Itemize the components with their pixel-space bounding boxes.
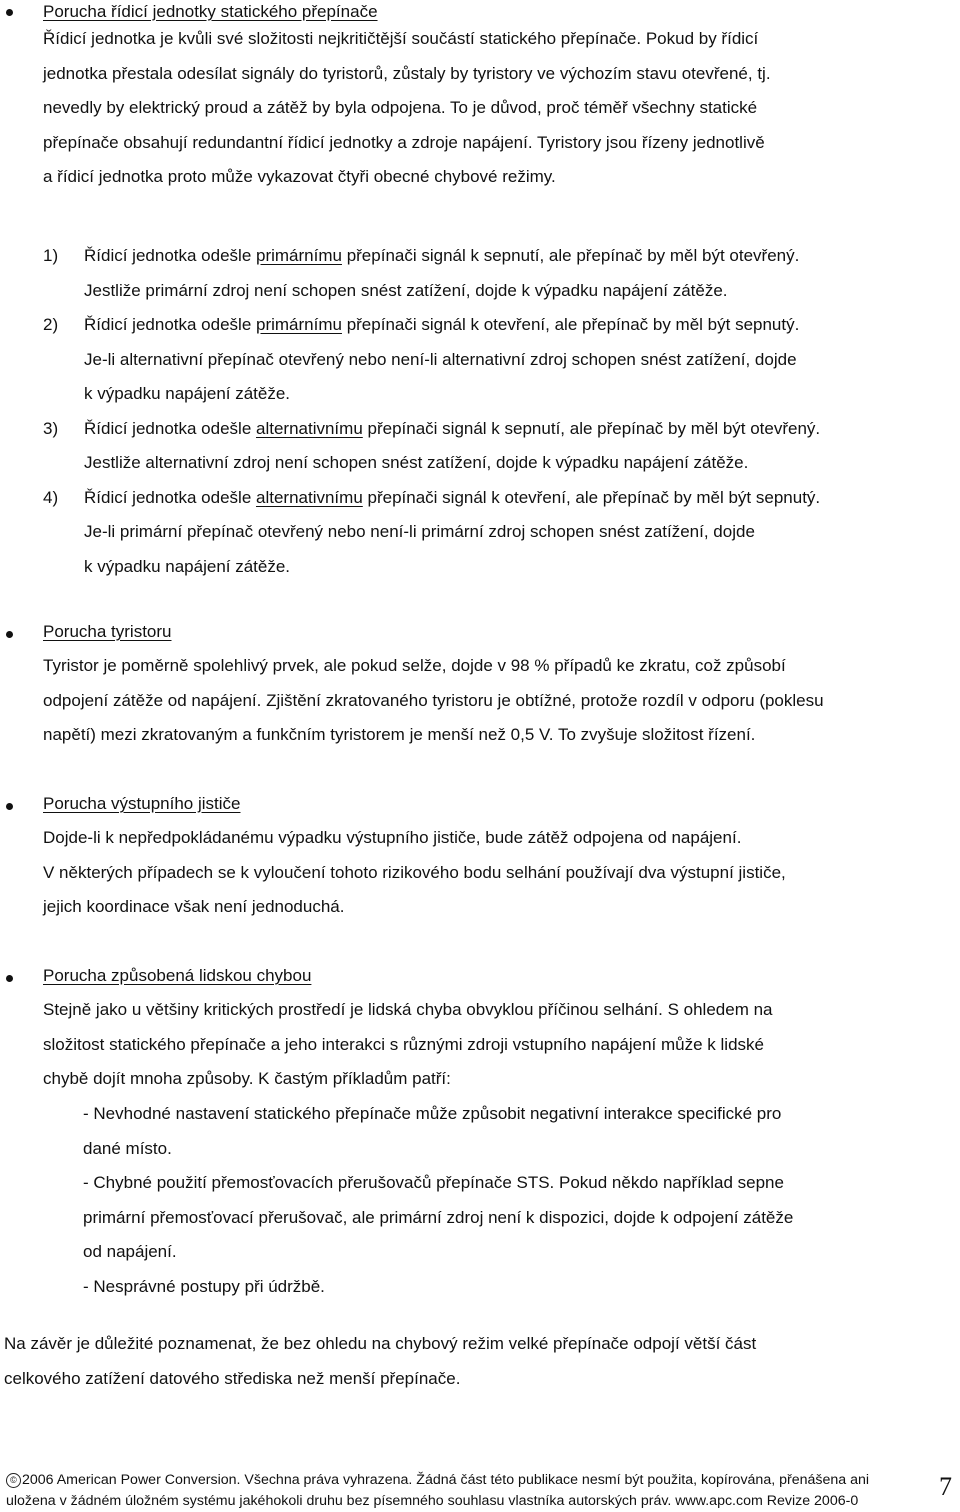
example-list <box>83 1097 943 1304</box>
paragraph-line: nevedly by elektrický proud a zátěž by byla odpojena. To je důvod, proč téměř všechny statické <box>43 98 758 117</box>
footer-line: uložena v žádném úložném systému jakéhokoli druhu bez písemného souhlasu vlastníka autorských práv. www.apc.com Revize 2006-0 <box>6 1493 859 1509</box>
section-heading: Porucha způsobená lidskou chybou <box>43 966 312 985</box>
example-line: od napájení. <box>83 1242 177 1261</box>
item-line <box>84 239 953 274</box>
copyright-icon: © <box>6 1473 21 1488</box>
item-line: Je-li primární přepínač otevřený nebo není-li primární zdroj schopen snést zatížení, dojde <box>84 522 755 541</box>
copyright-notice <box>6 1470 896 1512</box>
item-number: 4) <box>43 487 59 507</box>
failure-mode-item <box>43 481 953 585</box>
paragraph-line: a řídicí jednotka proto může vykazovat čtyři obecné chybové režimy. <box>43 167 556 186</box>
section-paragraph <box>43 993 773 1097</box>
item-line: Jestliže alternativní zdroj není schopen snést zatížení, dojde k výpadku napájení zátěže. <box>84 453 749 472</box>
underlined-term: primárnímu <box>256 315 342 334</box>
item-line: Jestliže primární zdroj není schopen snést zatížení, dojde k výpadku napájení zátěže. <box>84 280 728 300</box>
page-footer <box>6 1470 956 1512</box>
item-text: Řídicí jednotka odešle <box>84 315 256 334</box>
section-paragraph <box>43 649 824 753</box>
paragraph-line: přepínače obsahují redundantní řídicí jednotky a zdroje napájení. Tyristory jsou řízeny jednotlivě <box>43 132 765 152</box>
paragraph-line: jejich koordinace však není jednoduchá. <box>43 897 345 916</box>
item-text: Řídicí jednotka odešle <box>84 487 256 507</box>
item-text: přepínači signál k sepnutí, ale přepínač by měl být otevřený. <box>341 246 800 265</box>
example-line: - Chybné použití přemosťovacích přerušovačů přepínače STS. Pokud někdo například sepne <box>83 1173 784 1192</box>
underlined-term: alternativnímu <box>256 487 363 507</box>
paragraph-line: Na závěr je důležité poznamenat, že bez ohledu na chybový režim velké přepínače odpojí větší část <box>4 1334 757 1353</box>
example-line: dané místo. <box>83 1138 172 1158</box>
section-heading: Porucha výstupního jističe <box>43 794 241 813</box>
failure-mode-item <box>43 308 953 412</box>
example-line: primární přemosťovací přerušovač, ale primární zdroj není k dispozici, dojde k odpojení zátěže <box>83 1207 794 1227</box>
item-text: Řídicí jednotka odešle <box>84 246 256 265</box>
item-line: Je-li alternativní přepínač otevřený nebo není-li alternativní zdroj schopen snést zatížení, dojde <box>84 349 797 369</box>
example-line: - Nevhodné nastavení statického přepínače může způsobit negativní interakce specifické pro <box>83 1104 782 1123</box>
paragraph-line: V některých případech se k vyloučení tohoto rizikového bodu selhání používají dva výstupní jističe, <box>43 862 786 882</box>
item-line <box>84 412 953 447</box>
bullet-icon <box>6 975 13 982</box>
failure-mode-list <box>43 239 953 584</box>
paragraph-line: Dojde-li k nepředpokládanému výpadku výstupního jističe, bude zátěž odpojena od napájení. <box>43 828 742 847</box>
item-line: k výpadku napájení zátěže. <box>84 556 291 576</box>
underlined-term: primárnímu <box>256 246 342 265</box>
footer-line <box>6 1470 896 1491</box>
section-heading: Porucha tyristoru <box>43 622 172 641</box>
section-paragraph <box>43 821 786 925</box>
item-number: 2) <box>43 315 59 334</box>
conclusion-paragraph <box>4 1327 756 1396</box>
footer-text: 2006 American Power Conversion. Všechna práva vyhrazena. Žádná část této publikace nesmí být použita, kopírována, přenášena ani <box>22 1472 870 1488</box>
paragraph-line: složitost statického přepínače a jeho interakci s různými zdroji vstupního napájení může k lidské <box>43 1034 764 1054</box>
item-number: 3) <box>43 418 59 438</box>
item-text: přepínači signál k sepnutí, ale přepínač by měl být otevřený. <box>362 418 821 438</box>
section-paragraph <box>43 22 771 195</box>
paragraph-line: napětí) mezi zkratovaným a funkčním tyristorem je menší než 0,5 V. To zvyšuje složitost řízení. <box>43 725 756 744</box>
failure-mode-item <box>43 412 953 481</box>
paragraph-line: chybě dojít mnoha způsoby. K častým příkladům patří: <box>43 1069 451 1088</box>
bullet-icon <box>6 803 13 810</box>
section-heading: Porucha řídicí jednotky statického přepínače <box>43 2 378 21</box>
page-number: 7 <box>939 1472 952 1501</box>
paragraph-line: odpojení zátěže od napájení. Zjištění zkratovaného tyristoru je obtížné, protože rozdíl v odporu (poklesu <box>43 690 824 710</box>
paragraph-line: Řídicí jednotka je kvůli své složitosti nejkritičtější součástí statického přepínače. Pokud by řídicí <box>43 29 759 48</box>
item-number: 1) <box>43 246 59 265</box>
item-text: Řídicí jednotka odešle <box>84 418 256 438</box>
item-text: přepínači signál k otevření, ale přepínač by měl být sepnutý. <box>362 487 821 507</box>
paragraph-line: celkového zatížení datového střediska než menší přepínače. <box>4 1368 461 1388</box>
failure-mode-item <box>43 239 953 308</box>
item-text: přepínači signál k otevření, ale přepínač by měl být sepnutý. <box>341 315 800 334</box>
item-line <box>84 481 953 516</box>
item-line: k výpadku napájení zátěže. <box>84 384 291 403</box>
underlined-term: alternativnímu <box>256 418 363 438</box>
item-line <box>84 308 953 343</box>
bullet-icon <box>6 631 13 638</box>
paragraph-line: Tyristor je poměrně spolehlivý prvek, ale pokud selže, dojde v 98 % případů ke zkratu, což způsobí <box>43 656 786 675</box>
paragraph-line: Stejně jako u většiny kritických prostředí je lidská chyba obvyklou příčinou selhání. S ohledem na <box>43 1000 773 1019</box>
paragraph-line: jednotka přestala odesílat signály do tyristorů, zůstaly by tyristory ve výchozím stavu otevřené, tj. <box>43 63 771 83</box>
bullet-icon <box>6 9 13 16</box>
example-line: - Nesprávné postupy při údržbě. <box>83 1276 325 1296</box>
